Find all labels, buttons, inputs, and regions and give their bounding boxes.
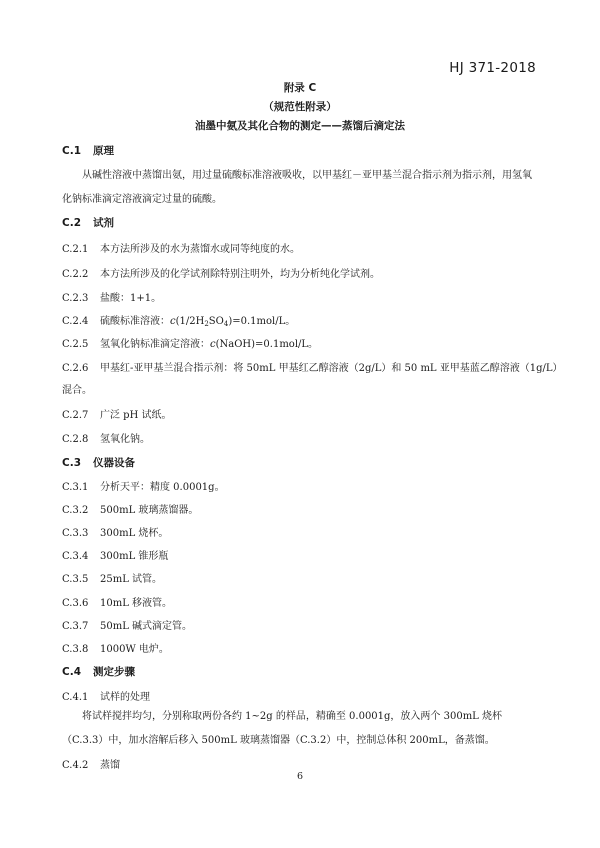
clause-text: 25mL 试管。 [100, 574, 163, 585]
clause-line [62, 289, 161, 304]
clause-line [62, 406, 171, 421]
clause-number: C.3.4 [62, 551, 89, 562]
clause-text: 广泛 pH 试纸。 [100, 410, 172, 421]
paragraph: 从碱性溶液中蒸馏出氨，用过量硫酸标准溶液吸收，以甲基红－亚甲基兰混合指示剂为指示剂，用氢氧化钠标准滴定溶液滴定过量的硫酸。 [62, 170, 532, 205]
clause-line [62, 756, 120, 771]
clause-line [62, 335, 318, 350]
clause-number: C.3.7 [62, 621, 89, 632]
section-title: 试剂 [93, 217, 114, 229]
section-title: 原理 [93, 145, 114, 157]
formula-part: )=0.1mol/L。 [228, 316, 296, 327]
clause-number: C.2.2 [62, 269, 89, 280]
clause-number: C.4.1 [62, 692, 89, 703]
clause-text: 盐酸：1+1。 [100, 293, 162, 304]
clause-line [62, 570, 162, 585]
clause-continuation: 混合。 [62, 385, 92, 396]
clause-number: C.3.2 [62, 505, 89, 516]
clause-number: C.3.3 [62, 528, 89, 539]
section-heading [62, 143, 114, 158]
clause-line [62, 265, 380, 280]
clause-number: C.3.8 [62, 644, 89, 655]
section-number: C.2 [62, 217, 82, 229]
clause-line [62, 240, 300, 255]
clause-text: 氢氧化钠标准滴定溶液： [100, 339, 210, 350]
clause-text: 500mL 玻璃蒸馏器。 [100, 505, 199, 516]
clause-text: 硫酸标准溶液： [100, 316, 170, 327]
appendix-subtitle: 油墨中氨及其化合物的测定——蒸馏后滴定法 [195, 120, 405, 132]
page-number: 6 [296, 771, 304, 782]
clause-line [62, 501, 198, 516]
clause-line [62, 640, 169, 655]
clause-number: C.2.6 [62, 363, 89, 374]
clause-line [62, 617, 192, 632]
section-number: C.4 [62, 666, 82, 678]
clause-text: 1000W 电炉。 [100, 644, 169, 655]
clause-text: 本方法所涉及的化学试剂除特别注明外，均为分析纯化学试剂。 [100, 269, 380, 280]
appendix-title: 附录 C [283, 82, 317, 94]
clause-line [62, 430, 150, 445]
clause-text: 300mL 锥形瓶 [100, 551, 169, 562]
section-heading [62, 664, 135, 679]
appendix-type: （规范性附录） [263, 101, 337, 113]
clause-text: 氢氧化钠。 [100, 434, 150, 445]
clause-number: C.3.5 [62, 574, 89, 585]
clause-number: C.2.7 [62, 410, 89, 421]
section-heading [62, 455, 135, 470]
clause-text: 10mL 移液管。 [100, 598, 173, 609]
formula-part: SO [208, 316, 224, 327]
section-number: C.1 [62, 145, 82, 157]
clause-number: C.4.2 [62, 760, 89, 771]
document-code: HJ 371-2018 [449, 60, 536, 76]
clause-text: 蒸馏 [100, 760, 120, 771]
formula-subscript: 4 [223, 320, 229, 328]
clause-number: C.2.4 [62, 316, 89, 327]
clause-line [62, 359, 563, 374]
clause-line [62, 547, 168, 562]
clause-line [62, 524, 168, 539]
section-title: 仪器设备 [93, 457, 135, 469]
clause-line [62, 594, 172, 609]
clause-line [62, 478, 225, 493]
clause-text: 甲基红-亚甲基兰混合指示剂：将 50mL 甲基红乙醇溶液（2g/L）和 50 mL 亚甲基蓝乙醇溶液（1g/L） [100, 363, 563, 374]
clause-line [62, 688, 150, 703]
clause-number: C.2.3 [62, 293, 89, 304]
clause-number: C.3.1 [62, 482, 89, 493]
clause-text: 300mL 烧杯。 [100, 528, 169, 539]
paragraph: 将试样搅拌均匀，分别称取两份各约 1~2g 的样品，精确至 0.0001g，放入两个 300mL 烧杯（C.3.3）中，加水溶解后移入 500mL 玻璃蒸馏器（C.3.2）中，控制总体积 200mL，备蒸馏。 [62, 711, 502, 746]
clause-line [62, 312, 295, 328]
formula-symbol: c [170, 316, 176, 327]
formula-symbol: c [210, 339, 216, 350]
clause-number: C.2.8 [62, 434, 89, 445]
section-number: C.3 [62, 457, 82, 469]
section-title: 测定步骤 [93, 666, 135, 678]
section-heading [62, 215, 114, 230]
clause-text: 50mL 碱式滴定管。 [100, 621, 193, 632]
clause-text: 本方法所涉及的水为蒸馏水或同等纯度的水。 [100, 244, 300, 255]
clause-text: 分析天平：精度 0.0001g。 [100, 482, 225, 493]
formula-part: (NaOH)=0.1mol/L。 [215, 339, 319, 350]
formula-part: (1/2H [175, 316, 205, 327]
clause-text: 试样的处理 [100, 692, 150, 703]
clause-number: C.2.1 [62, 244, 89, 255]
clause-number: C.2.5 [62, 339, 89, 350]
clause-number: C.3.6 [62, 598, 89, 609]
formula-subscript: 2 [204, 320, 209, 328]
